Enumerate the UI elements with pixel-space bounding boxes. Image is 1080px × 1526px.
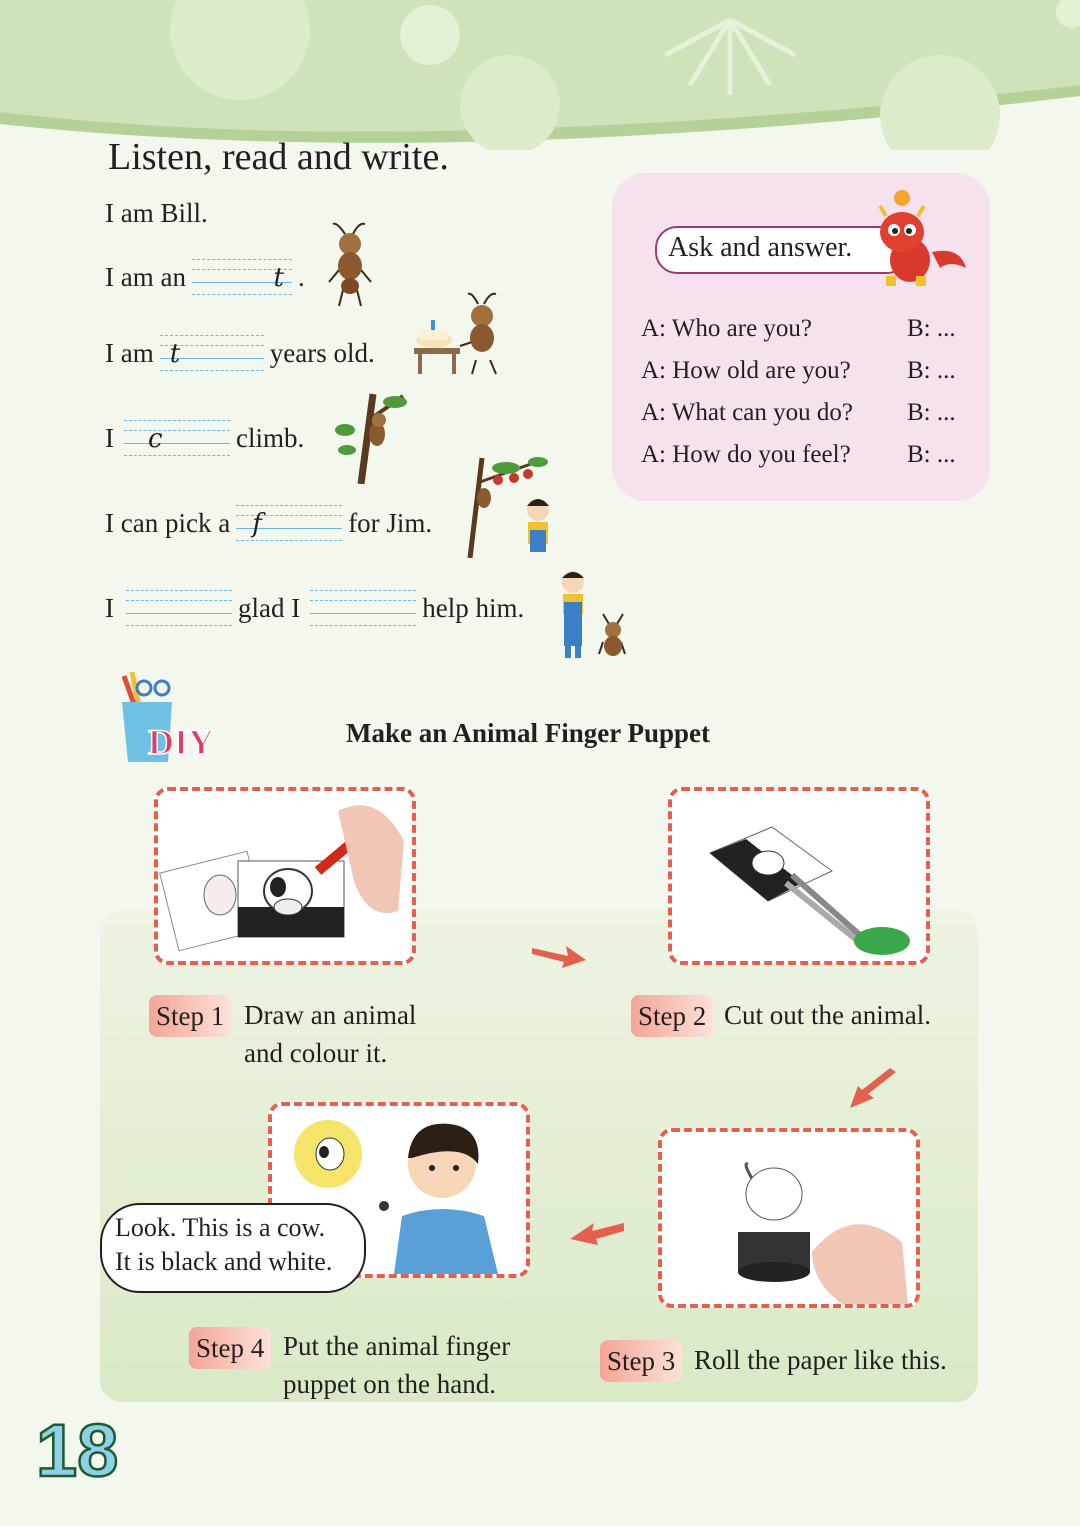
question: A: How do you feel? xyxy=(641,441,851,468)
question: A: What can you do? xyxy=(641,399,853,426)
sentence-text: I can pick a xyxy=(105,508,231,538)
arrow-left-icon xyxy=(568,1215,626,1247)
diy-title: Make an Animal Finger Puppet xyxy=(346,718,711,748)
question: A: Who are you? xyxy=(641,315,813,342)
dragon-mascot-illustration xyxy=(872,186,970,290)
ant-with-cake-illustration xyxy=(412,290,512,376)
sentence-1 xyxy=(105,196,208,230)
ask-title: Ask and answer. xyxy=(668,232,853,263)
boy-and-ant-illustration xyxy=(555,570,633,662)
writing-blank[interactable] xyxy=(310,590,416,626)
qa-row xyxy=(641,439,971,471)
answer: B: ... xyxy=(907,357,956,384)
arrow-right-icon xyxy=(530,938,588,970)
qa-row xyxy=(641,313,971,345)
writing-blank[interactable] xyxy=(192,259,292,295)
sentence-text: I am an xyxy=(105,262,186,292)
sentence-6 xyxy=(105,590,524,626)
sentence-text: help him. xyxy=(422,593,525,623)
step-1-badge: Step 1 xyxy=(149,995,231,1037)
drawing-cow-illustration xyxy=(158,791,412,961)
arrow-down-left-icon xyxy=(846,1068,900,1110)
sentence-text: glad I xyxy=(238,593,301,623)
answer: B: ... xyxy=(907,315,956,342)
rolling-paper-illustration xyxy=(662,1132,916,1304)
letter-hint: t xyxy=(169,339,181,369)
diy-logo-text: DIY xyxy=(148,722,215,762)
qa-row xyxy=(641,355,971,387)
speech-bubble-text xyxy=(115,1211,332,1279)
sentence-text: I xyxy=(105,423,114,453)
answer: B: ... xyxy=(907,399,956,426)
ant-climbing-tree-illustration xyxy=(333,390,413,484)
step-1-picture xyxy=(154,787,416,965)
sentence-text: I xyxy=(105,593,114,623)
header-decoration xyxy=(0,0,1080,150)
sentence-5 xyxy=(105,505,432,541)
writing-blank[interactable] xyxy=(126,590,232,626)
sentence-2 xyxy=(105,259,305,295)
diy-pencil-cup-logo xyxy=(114,668,236,766)
step-2-text-line1: Cut out the animal. xyxy=(724,1000,931,1030)
page-number xyxy=(36,1410,130,1482)
sentence-4 xyxy=(105,420,304,456)
step-3-picture xyxy=(658,1128,920,1308)
sentence-text: for Jim. xyxy=(348,508,433,538)
step-3-text-line1: Roll the paper like this. xyxy=(694,1345,947,1375)
sentence-text: climb. xyxy=(236,423,305,453)
sentence-3 xyxy=(105,335,375,371)
answer: B: ... xyxy=(907,441,956,468)
step-4-text-line2: puppet on the hand. xyxy=(283,1369,496,1399)
letter-hint: f xyxy=(252,509,262,539)
sentence-text: years old. xyxy=(269,338,375,368)
step-2-badge: Step 2 xyxy=(631,995,713,1037)
writing-blank[interactable] xyxy=(160,335,264,371)
writing-blank[interactable] xyxy=(236,505,342,541)
step-3-badge: Step 3 xyxy=(600,1340,682,1382)
ant-illustration xyxy=(325,220,375,308)
qa-row xyxy=(641,397,971,429)
sentence-text: . xyxy=(297,262,305,292)
page-number-text: 18 xyxy=(36,1410,119,1482)
speech-line-1: Look. This is a cow. xyxy=(115,1213,326,1242)
question: A: How old are you? xyxy=(641,357,851,384)
speech-line-2: It is black and white. xyxy=(115,1247,333,1276)
step-1-text-line1: Draw an animal xyxy=(244,1000,417,1030)
step-1-text-line2: and colour it. xyxy=(244,1038,388,1068)
cutting-cow-illustration xyxy=(672,791,926,961)
sentence-text: I am xyxy=(105,338,154,368)
step-4-text-line1: Put the animal finger xyxy=(283,1331,511,1361)
writing-blank[interactable] xyxy=(124,420,230,456)
sentence-text: I am Bill. xyxy=(105,198,208,228)
exercise-title: Listen, read and write. xyxy=(108,136,449,178)
letter-hint: t xyxy=(273,263,284,293)
letter-hint: c xyxy=(148,424,163,454)
step-2-picture xyxy=(668,787,930,965)
step-4-badge: Step 4 xyxy=(189,1327,271,1369)
ant-picking-fruit-illustration xyxy=(462,452,557,558)
